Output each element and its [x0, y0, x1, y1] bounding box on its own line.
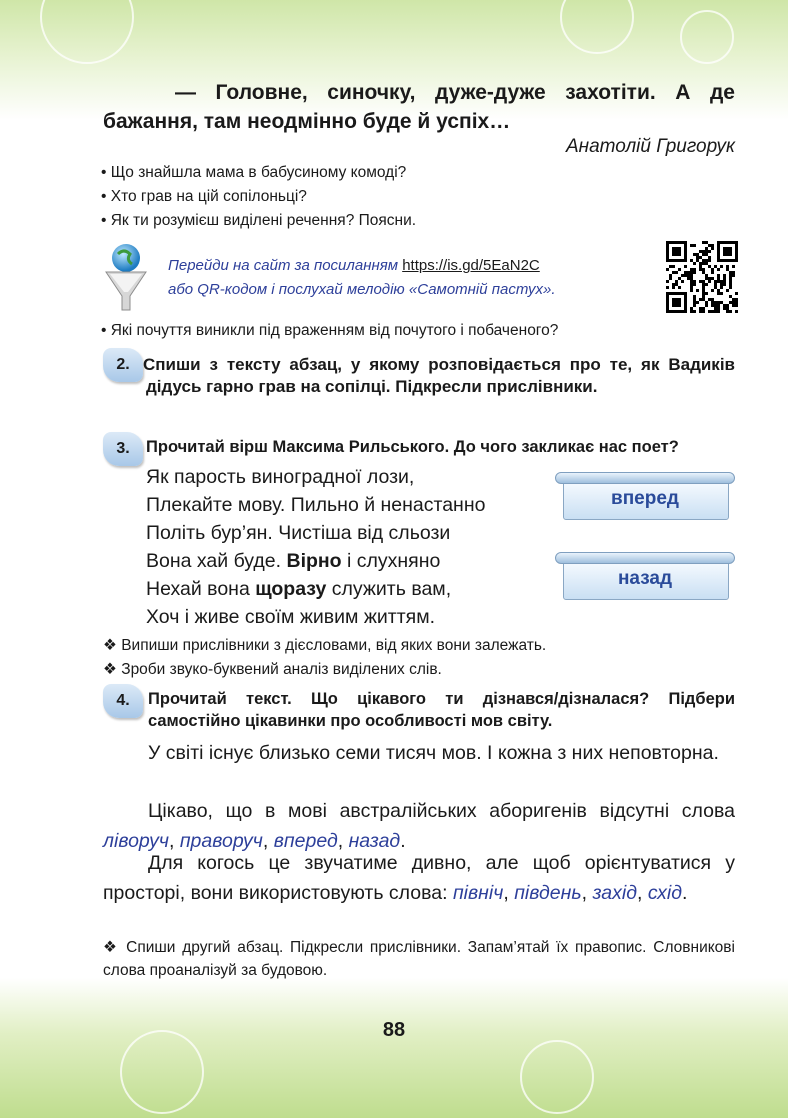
word-pravoruch: праворуч: [179, 830, 263, 852]
poem-line-4-end: і слухняно: [341, 550, 441, 572]
poem-line-4-start: Вона хай буде.: [146, 550, 287, 572]
listen-link-block: [168, 254, 556, 302]
poem-line-6: Хоч і живе своїм живим життям.: [146, 606, 436, 628]
reading-p1-text: У світі існує близько семи тисяч мов. І кожна з них неповторна.: [148, 742, 719, 764]
comma: ,: [581, 882, 593, 904]
dot: .: [682, 882, 688, 904]
poem-line-5: [146, 578, 451, 601]
poem-line-4: [146, 550, 440, 573]
task-2-text: Спиши з тексту абзац, у якому розповідається про те, як Вадиків дідусь гарно грав на сопілці. Підкресли прислівники.: [143, 355, 735, 396]
qr-code[interactable]: [666, 241, 738, 313]
task-3-text: Прочитай вірш Максима Рильського. До чого закликає нас поет?: [146, 438, 679, 456]
poem-line-5-start: Нехай вона: [146, 578, 256, 600]
comma: ,: [637, 882, 648, 904]
word-vpered: вперед: [273, 830, 338, 852]
task-2-number: 2.: [103, 348, 143, 382]
reading-paragraph-2: [103, 796, 735, 856]
word-nazad: назад: [348, 830, 401, 852]
link-prefix: Перейди на сайт за посиланням: [168, 257, 403, 274]
decor-swirl: [120, 1030, 204, 1114]
poem-highlight-virno: Вірно: [286, 550, 342, 572]
page-number: 88: [382, 1019, 406, 1041]
reading-paragraph-1: [103, 738, 735, 768]
reading-paragraph-3: [103, 848, 735, 908]
scroll-card-vpered: [555, 470, 735, 522]
scroll-card-nazad: [555, 550, 735, 602]
poem-line-5-end: служить вам,: [326, 578, 452, 600]
decor-swirl: [680, 10, 734, 64]
melody-link[interactable]: https://is.gd/5EaN2C: [402, 257, 540, 274]
final-task: ❖ Спиши другий абзац. Підкресли прислівники. Запам’ятай їх правопис. Словникові слова проаналізуй за будовою.: [103, 939, 735, 979]
word-pivnich: північ: [452, 882, 504, 904]
poem-line-3: Політь бур’ян. Чистіша від сльози: [146, 522, 451, 544]
comma: ,: [337, 830, 349, 852]
question-2: • Хто грав на цій сопілоньці?: [101, 188, 307, 205]
comma: ,: [262, 830, 274, 852]
scroll-word: назад: [617, 568, 673, 589]
task-3-number: 3.: [103, 432, 143, 466]
task-3-subtask-1: ❖ Випиши прислівники з дієсловами, від яких вони залежать.: [103, 637, 547, 654]
word-livoruch: ліворуч: [103, 830, 169, 852]
link-line-2: або QR-кодом і послухай мелодію «Самотній пастух».: [168, 281, 556, 298]
reading-p3-text: Для когось це звучатиме дивно, але щоб орієнтуватися у просторі, вони використовують слова:: [103, 852, 735, 904]
poem-line-2: Плекайте мову. Пильно й ненастанно: [146, 494, 486, 516]
decor-swirl: [520, 1040, 594, 1114]
task-4-number: 4.: [103, 684, 143, 718]
poem-line-1: Як парость виноградної лози,: [146, 466, 415, 488]
question-1: • Що знайшла мама в бабусиному комоді?: [101, 164, 407, 181]
word-zakhid: захід: [592, 882, 638, 904]
task-3-subtask-2: ❖ Зроби звуко-буквений аналіз виділених слів.: [103, 661, 442, 678]
quote-line-2: бажання, там неодмінно буде й успіх…: [103, 110, 511, 133]
quote-author: Анатолій Григорук: [565, 136, 735, 157]
word-skhid: схід: [647, 882, 683, 904]
comma: ,: [503, 882, 515, 904]
scroll-word: вперед: [611, 488, 679, 509]
task-4-text: Прочитай текст. Що цікавого ти дізнався/дізналася? Підбери самостійно цікавинки про особливості мов світу.: [148, 690, 735, 730]
poem-highlight-shchorazu: щоразу: [255, 578, 327, 600]
reading-p2-text: Цікаво, що в мові австралійських аборигенів відсутні слова: [148, 800, 735, 822]
quote-line-1: — Головне, синочку, дуже-дуже захотіти. А де: [175, 81, 735, 104]
comma: ,: [168, 830, 180, 852]
question-3: • Як ти розумієш виділені речення? Поясни.: [101, 212, 417, 229]
feelings-question: • Які почуття виникли під враженням від почутого і побаченого?: [101, 322, 559, 339]
globe-funnel-icon: [100, 242, 152, 314]
dot: .: [400, 830, 406, 852]
closing-quote: [103, 78, 735, 136]
bottom-decor-band: [0, 978, 788, 1118]
word-pivden: південь: [514, 882, 582, 904]
